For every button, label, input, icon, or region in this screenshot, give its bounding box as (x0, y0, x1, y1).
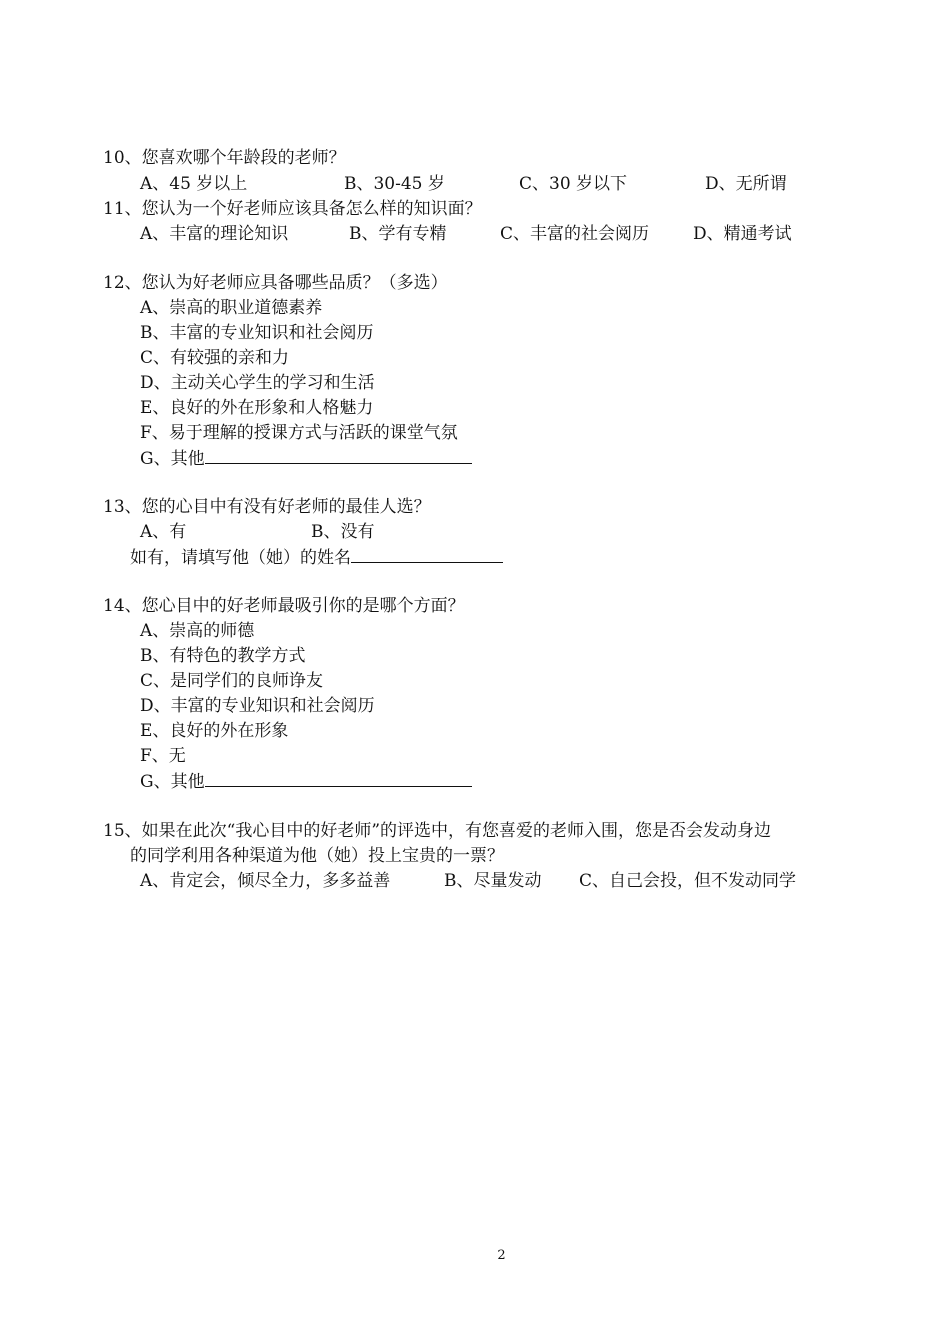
q13-name-blank[interactable] (351, 546, 503, 563)
q14-option-f: F、无 (140, 746, 186, 766)
q12-option-d: D、主动关心学生的学习和生活 (140, 373, 375, 393)
question-15-line-2: 的同学利用各种渠道为他（她）投上宝贵的一票？ (130, 846, 504, 866)
q10-option-b: B、30-45 岁 (344, 174, 445, 194)
question-11: 11、您认为一个好老师应该具备怎么样的知识面？ (103, 199, 482, 219)
q15-option-b: B、尽量发动 (444, 871, 542, 891)
q11-option-a: A、丰富的理论知识 (140, 224, 289, 244)
q13-followup (130, 546, 503, 569)
page-number: 2 (497, 1248, 506, 1263)
q10-option-d: D、无所谓 (705, 174, 787, 194)
q13-option-a: A、有 (140, 522, 187, 542)
q10-option-c: C、30 岁以下 (519, 174, 628, 194)
question-14: 14、您心目中的好老师最吸引你的是哪个方面？ (103, 596, 465, 616)
q12-option-b: B、丰富的专业知识和社会阅历 (140, 323, 374, 343)
q11-option-c: C、丰富的社会阅历 (500, 224, 650, 244)
question-10: 10、您喜欢哪个年龄段的老师？ (103, 148, 346, 168)
q14-option-b: B、有特色的教学方式 (140, 646, 306, 666)
q12-option-a: A、崇高的职业道德素养 (140, 298, 323, 318)
q12-other-blank[interactable] (205, 447, 472, 464)
q11-option-d: D、精通考试 (693, 224, 792, 244)
q11-option-b: B、学有专精 (349, 224, 447, 244)
q14-option-a: A、崇高的师德 (140, 621, 255, 641)
q10-option-a: A、45 岁以上 (140, 174, 248, 194)
q12-option-c: C、有较强的亲和力 (140, 348, 290, 368)
question-15-line-1: 15、如果在此次“我心目中的好老师”的评选中，有您喜爱的老师入围，您是否会发动身边 (103, 821, 772, 841)
q14-option-d: D、丰富的专业知识和社会阅历 (140, 696, 375, 716)
q14-option-e: E、良好的外在形象 (140, 721, 289, 741)
q13-followup-text: 如有，请填写他（她）的姓名 (130, 548, 351, 568)
q14-option-g-label: G、其他 (140, 772, 205, 792)
q14-option-c: C、是同学们的良师诤友 (140, 671, 324, 691)
q14-other-blank[interactable] (205, 770, 472, 787)
q12-option-f: F、易于理解的授课方式与活跃的课堂气氛 (140, 423, 458, 443)
question-12: 12、您认为好老师应具备哪些品质？（多选） (103, 273, 448, 293)
q15-option-c: C、自己会投，但不发动同学 (579, 871, 797, 891)
question-13: 13、您的心目中有没有好老师的最佳人选？ (103, 497, 431, 517)
q12-option-e: E、良好的外在形象和人格魅力 (140, 398, 374, 418)
q12-option-g-label: G、其他 (140, 449, 205, 469)
q14-option-g (140, 770, 472, 793)
q13-option-b: B、没有 (311, 522, 375, 542)
q15-option-a: A、肯定会，倾尽全力，多多益善 (140, 871, 391, 891)
q12-option-g (140, 447, 472, 470)
